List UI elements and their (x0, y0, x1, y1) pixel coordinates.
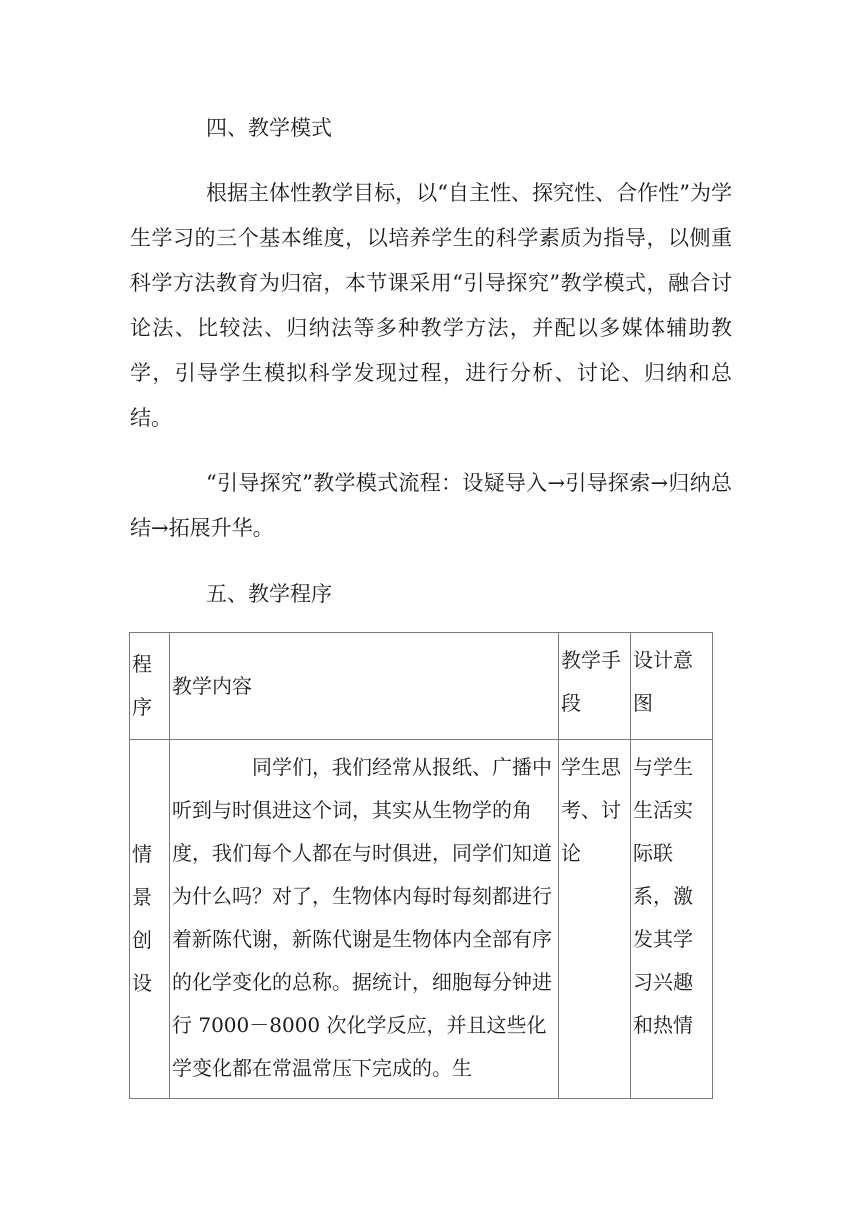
cell-means (559, 740, 631, 1099)
cell-intent (631, 740, 713, 1099)
header-program-label: 程序 (132, 652, 152, 719)
header-intent (631, 633, 713, 740)
cell-content (170, 740, 559, 1099)
header-means-label: 教学手段 (561, 648, 621, 715)
means-text: 学生思考、讨论 (561, 755, 621, 865)
program-label: 情景创设 (132, 842, 152, 995)
header-program (130, 633, 170, 740)
content-text: 同学们，我们经常从报纸、广播中听到与时俱进这个词，其实从生物学的角度，我们每个人都在与时俱进，同学们知道为什么吗？对了，生物体内每时每刻都进行着新陈代谢，新陈代谢是生物体内全部有序的化学变化的总称。据统计，细胞每分钟进行 7000－8000 次化学反应，并且这些化学变化都在常温常压下完成的。生 (172, 755, 552, 1080)
table-header-row (130, 633, 713, 740)
section-heading-teaching-mode: 四、教学模式 (206, 116, 332, 140)
intent-text: 与学生生活实际联系，激发其学习兴趣和热情 (633, 755, 693, 1037)
section-heading-teaching-procedure: 五、教学程序 (206, 582, 332, 606)
cell-program (130, 740, 170, 1099)
teaching-flow-paragraph: “引导探究”教学模式流程：设疑导入→引导探索→归纳总结→拓展升华。 (130, 471, 732, 540)
header-intent-label: 设计意图 (633, 648, 693, 715)
teaching-mode-paragraph: 根据主体性教学目标，以“自主性、探究性、合作性”为学生学习的三个基本维度，以培养学生的科学素质为指导，以侧重科学方法教育为归宿，本节课采用“引导探究”教学模式，融合讨论法、比较法、归纳法等多种教学方法，并配以多媒体辅助教学，引导学生模拟科学发现过程，进行分析、讨论、归纳和总结。 (130, 181, 732, 430)
table-row (130, 740, 713, 1099)
header-content-label: 教学内容 (172, 673, 252, 698)
header-content (170, 633, 559, 740)
teaching-procedure-table (129, 632, 713, 1099)
header-means (559, 633, 631, 740)
